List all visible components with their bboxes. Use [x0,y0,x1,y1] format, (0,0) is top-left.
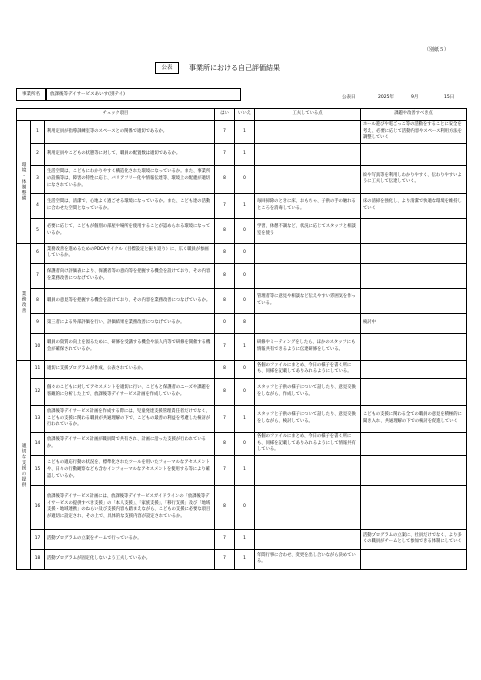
improvement-note [361,360,467,378]
effort-note: 学習、休憩不調など、状況に応じてスタッフと相談室を使う [255,218,361,243]
answer-yes: 8 [215,243,235,263]
evaluation-table [16,108,467,570]
publication-month: 9月 [411,95,419,100]
answer-yes: 7 [215,529,235,549]
improvement-note: こどもの支援に関わる全ての職員の意見を積極的に聞き入れ、共通理解の下での検討を促進していく [361,405,467,432]
improvement-note [361,143,467,165]
answer-no: 1 [235,455,255,485]
answer-yes: 7 [215,193,235,218]
check-item: 職員の意見等を把握する機会を設けており、その内容を業務改善につなげているか。 [45,288,215,313]
header-no: いいえ [235,109,255,121]
row-number: 14 [31,432,45,455]
check-item: 利用定員が指導訓練室等のスペースとの関係で適切であるか。 [45,121,215,144]
answer-yes: 8 [215,378,235,405]
improvement-note: ホール遊びや電ごっこ等の活動をすることに安全を考え、必要に応じて活動内容やスペース利用方法を調整していく [361,121,467,144]
row-number: 9 [31,313,45,333]
effort-note [255,165,361,193]
office-label: 事業所名 [16,88,46,101]
header-effort: 工夫している点 [255,109,361,121]
table-row [17,218,467,243]
improvement-note: 絵や写真等を利用しわかりやすく、伝わりやすいように工夫して伝達していく。 [361,165,467,193]
check-item: 必要に応じて、こどもが個別の部屋や場所を使用することが認められる環境になっているか。 [45,218,215,243]
answer-yes: 7 [215,333,235,360]
table-header-row [17,109,467,121]
answer-yes: 7 [215,405,235,432]
answer-no: 0 [235,165,255,193]
table-row [17,485,467,529]
row-number: 12 [31,378,45,405]
answer-no: 0 [235,485,255,529]
answer-no: 1 [235,121,255,144]
header-check: チェック項目 [17,109,215,121]
improvement-note [361,243,467,263]
effort-note [255,263,361,288]
row-number: 11 [31,360,45,378]
effort-note [255,485,361,529]
publication-date-label: 公表日 [342,95,356,100]
answer-yes: 8 [215,288,235,313]
answer-yes: 8 [215,165,235,193]
table-row [17,549,467,569]
improvement-note [361,378,467,405]
check-item: 生活空間は、こどもにわかりやすく構造化された環境になっているか。また、事業所の設備等は、障害の特性に応じ、バリアフリー化や情報伝達等、環境上の配慮が適切になされているか。 [45,165,215,193]
header-improve: 課題や改善すべき点 [361,109,467,121]
table-row [17,243,467,263]
answer-no: 1 [235,529,255,549]
improvement-note [361,432,467,455]
answer-no: 0 [235,360,255,378]
effort-note [255,313,361,333]
row-number: 15 [31,455,45,485]
table-row [17,165,467,193]
answer-yes: 8 [215,432,235,455]
check-item: 職員の資質の向上を図るために、研修を受講する機会や法人内等で研修を開催する機会が確保されているか。 [45,333,215,360]
effort-note [255,121,361,144]
effort-note: 各個のファイルにまとめ、今日の様子を書く所にも、同様を記載してありみれるようにしている。 [255,360,361,378]
table-row [17,193,467,218]
row-number: 5 [31,218,45,243]
check-item: 放課後等デイサービス計画には、放課後等デイサービスガイドラインの「放課後等デイサービスの提供すべき支援」の「本人支援」、「家族支援」、「移行支援」及び「地域支援・地域連携」のねらい及び支援内容も踏まえながら、こどもの支援に必要な項目が適切に設定され、その上で、具体的な支援内容が設定されているか。 [45,485,215,529]
publication-year: 2025年 [378,95,394,100]
row-number: 6 [31,243,45,263]
table-row [17,360,467,378]
table-row [17,333,467,360]
answer-yes: 0 [215,313,235,333]
answer-yes: 7 [215,549,235,569]
check-item: 保護者向け評価表により、保護者等の意向等を把握する機会を設けており、その内容を業務改善につなげているか。 [45,263,215,288]
effort-note: スタッフと子供の様子について話したり、意見交換をしながら、作成している。 [255,378,361,405]
category-cell: 業務改善 [17,243,31,360]
improvement-note [361,549,467,569]
answer-no: 0 [235,288,255,313]
table-row [17,432,467,455]
answer-yes: 7 [215,455,235,485]
answer-no: 0 [235,378,255,405]
row-number: 18 [31,549,45,569]
effort-note: 毎回掃除のときに床、おもちゃ、子供の手の触れるところを消毒している。 [255,193,361,218]
improvement-note [361,455,467,485]
table-row [17,313,467,333]
office-name: 放課後等デイサービスあいす(別テイ) [46,88,241,101]
table-row [17,263,467,288]
answer-no: 1 [235,143,255,165]
answer-yes: 8 [215,263,235,288]
category-cell: 環境・体制整備 [17,121,31,244]
effort-note [255,529,361,549]
improvement-note: 検討中 [361,313,467,333]
row-number: 2 [31,143,45,165]
table-row [17,455,467,485]
table-row [17,288,467,313]
row-number: 4 [31,193,45,218]
check-item: こどもの適応行動の状況を、標準化されたツールを用いたフォーマルなアセスメントや、日々の行動観察なども含むインフォーマルなアセスメントを使用する等により確認しているか。 [45,455,215,485]
improvement-note [361,333,467,360]
table-row [17,121,467,144]
table-row [17,405,467,432]
check-item: 活動プログラムの立案をチームで行っているか。 [45,529,215,549]
improvement-note [361,485,467,529]
effort-note [255,455,361,485]
answer-no: 1 [235,405,255,432]
answer-no: 0 [235,243,255,263]
table-body [17,121,467,570]
row-number: 7 [31,263,45,288]
row-number: 8 [31,288,45,313]
form-number: （別紙５） [423,47,449,53]
table-row [17,529,467,549]
answer-yes: 8 [215,218,235,243]
check-item: 活動プログラムが固定化しないよう工夫しているか。 [45,549,215,569]
answer-no: 0 [235,218,255,243]
check-item: 利用定員やこどもの状態等に対して、職員の配置数は適切であるか。 [45,143,215,165]
improvement-note: 活動プログラムの立案に、社員だけでなく、より多くの職員がチームとして参加できる体制にしていく [361,529,467,549]
improvement-note [361,218,467,243]
publication-day: 15日 [444,95,455,100]
row-number: 17 [31,529,45,549]
effort-note [255,243,361,263]
publication-label: 公表 [155,62,179,74]
check-item: 生活空間は、清潔で、心地よく過ごせる環境になっているか。また、こども達の活動に合わせた空間となっているか。 [45,193,215,218]
title-area [155,62,325,76]
answer-no: 8 [235,313,255,333]
effort-note: 管理者等に意見や相談など伝えやすい雰囲気を作っている。 [255,288,361,313]
office-header [16,88,466,100]
answer-yes: 8 [215,360,235,378]
row-number: 16 [31,485,45,529]
check-item: 個々のこどもに対してアセスメントを適切に行い、こどもと保護者のニーズや課題を客観的に分析した上で、放課後等デイサービス計画を作成しているか。 [45,378,215,405]
answer-yes: 8 [215,485,235,529]
row-number: 10 [31,333,45,360]
header-yes: はい [215,109,235,121]
answer-no: 1 [235,193,255,218]
answer-no: 0 [235,263,255,288]
effort-note: 各個のファイルにまとめ、今日の様子を書く所にも、同様を記載してありみれるようにして情報共有している。 [255,432,361,455]
check-item: 放課後等デイサービス計画が職員間で共有され、計画に沿った支援が行われているか。 [45,432,215,455]
category-cell: 適切な支援の提供 [17,360,31,569]
effort-note [255,143,361,165]
answer-yes: 7 [215,143,235,165]
check-item: 放課後等デイサービス計画を作成する際には、児童発達支援管理責任者だけでなく、こどもの支援に関わる職員が共通理解の下で、こどもの最善の利益を考慮した検討が行われているか。 [45,405,215,432]
row-number: 1 [31,121,45,144]
effort-note: 研修やミーティングをしたら、ほかのスタッフにも情報共有できるように伝達研修をしている。 [255,333,361,360]
row-number: 13 [31,405,45,432]
improvement-note [361,263,467,288]
row-number: 3 [31,165,45,193]
table-row [17,143,467,165]
effort-note: 年間行事に合わせ、変更を出し合いながら決めている。 [255,549,361,569]
answer-yes: 7 [215,121,235,144]
table-row [17,378,467,405]
answer-no: 1 [235,333,255,360]
answer-no: 0 [235,432,255,455]
check-item: 第三者による外部評価を行い、評価結果を業務改善につなげているか。 [45,313,215,333]
answer-no: 1 [235,549,255,569]
improvement-note: 床の清掃を強化し、より清潔で快適な環境を維持していく [361,193,467,218]
check-item: 適切に支援プログラムが作成、公表されているか。 [45,360,215,378]
check-item: 業務改善を進めるためのPDCAサイクル（目標設定と振り返り）に、広く職員が参画しているか。 [45,243,215,263]
effort-note: スタッフと子供の様子について話したり、意見交換をしながら、検討している。 [255,405,361,432]
improvement-note [361,288,467,313]
page-title: 事業所における自己評価結果 [189,64,280,72]
